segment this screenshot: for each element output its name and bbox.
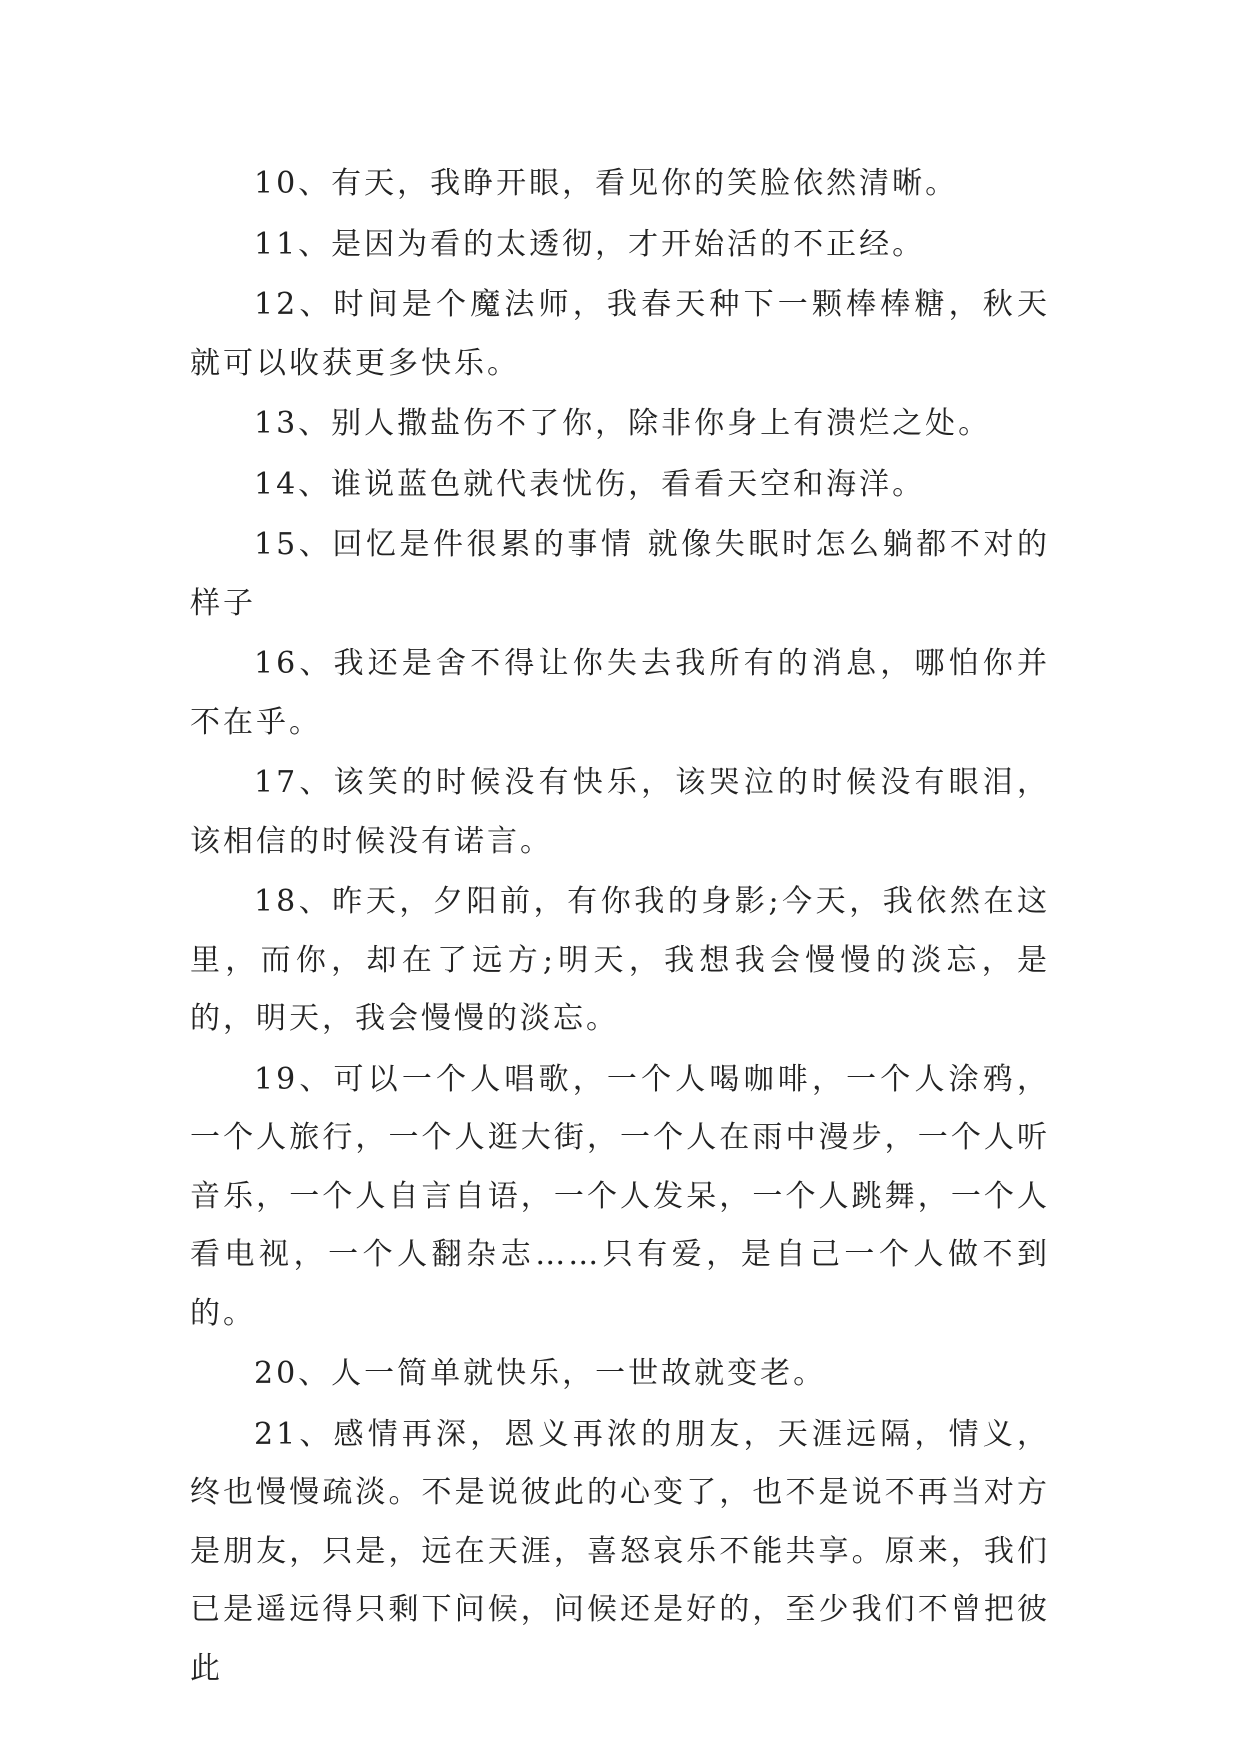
paragraph-11: 11、是因为看的太透彻，才开始活的不正经。 — [254, 226, 926, 262]
paragraph-20: 20、人一简单就快乐，一世故就变老。 — [254, 1356, 827, 1391]
paragraph-21: 21、感情再深，恩义再浓的朋友，天涯远隔，情义，终也慢慢疏淡。不是说彼此的心变了，也不是说不再当对方是朋友，只是，远在天涯，喜怒哀乐不能共享。原来，我们已是遥远得只剩下问候，问候还是好的，至少我们不曾把彼此 — [190, 1416, 1050, 1686]
paragraph-14: 14、谁说蓝色就代表忧伤，看看天空和海洋。 — [254, 466, 926, 502]
paragraph-19: 19、可以一个人唱歌，一个人喝咖啡，一个人涂鸦，一个人旅行，一个人逛大街，一个人在雨中漫步，一个人听音乐，一个人自言自语，一个人发呆，一个人跳舞，一个人看电视，一个人翻杂志……只有爱，是自己一个人做不到的。 — [190, 1061, 1050, 1331]
paragraph-10: 10、有天，我睁开眼，看见你的笑脸依然清晰。 — [254, 166, 959, 201]
document-body — [190, 155, 1050, 1700]
paragraph-18: 18、昨天，夕阳前，有你我的身影;今天，我依然在这里，而你，却在了远方;明天，我想我会慢慢的淡忘，是的，明天，我会慢慢的淡忘。 — [190, 884, 1050, 1036]
paragraph-13: 13、别人撒盐伤不了你，除非你身上有溃烂之处。 — [254, 406, 992, 441]
paragraph-16: 16、我还是舍不得让你失去我所有的消息，哪怕你并不在乎。 — [190, 646, 1050, 740]
paragraph-12: 12、时间是个魔法师，我春天种下一颗棒棒糖，秋天就可以收获更多快乐。 — [190, 287, 1050, 381]
paragraph-17: 17、该笑的时候没有快乐，该哭泣的时候没有眼泪，该相信的时候没有诺言。 — [190, 765, 1050, 859]
paragraph-15: 15、回忆是件很累的事情 就像失眠时怎么躺都不对的样子 — [190, 527, 1050, 621]
